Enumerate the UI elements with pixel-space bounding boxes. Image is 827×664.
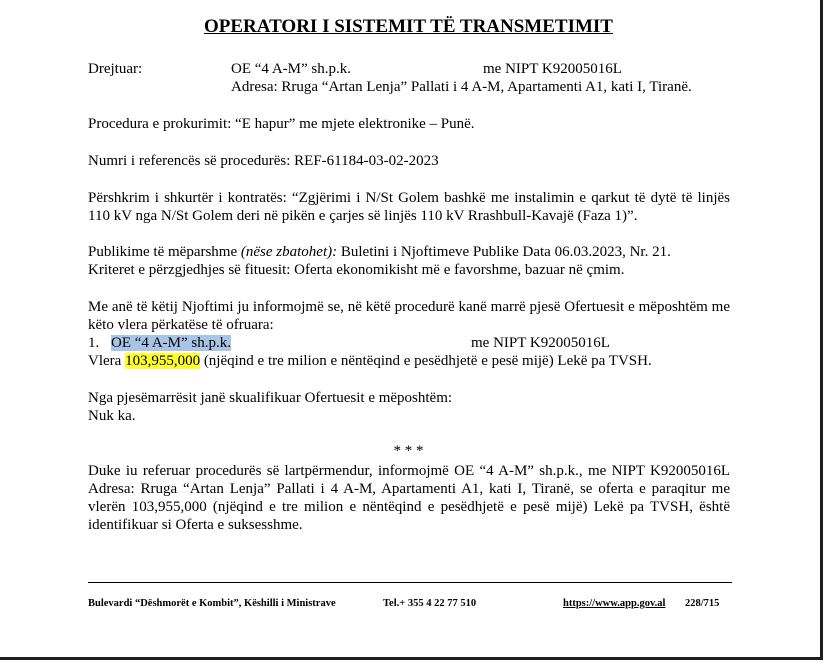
footer-website-link-text[interactable]: https://www.app.gov.al bbox=[563, 598, 666, 609]
bidder-value-prefix: Vlera bbox=[88, 353, 126, 369]
disqualified-value: Nuk ka. bbox=[88, 408, 136, 424]
footer-divider bbox=[88, 582, 732, 583]
disqualified-label: Nga pjesëmarrësit janë skualifikuar Ofertuesit e mëposhtëm: bbox=[88, 390, 453, 406]
bidder-value-line bbox=[88, 352, 652, 370]
publication-rest: Buletini i Njoftimeve Publike Data 06.03.2023, Nr. 21. bbox=[337, 244, 671, 260]
addressee-label: Drejtuar: bbox=[88, 61, 143, 77]
publication-italic: (nëse zbatohet): bbox=[240, 244, 338, 260]
selection-criteria: Kriteret e përzgjedhjes së fituesit: Oferta ekonomikisht më e favorshme, bazuar në çmim. bbox=[88, 262, 625, 278]
addressee-nipt: me NIPT K92005016L bbox=[483, 61, 622, 77]
bidder-number: 1. bbox=[88, 335, 100, 351]
footer-website-link[interactable] bbox=[563, 598, 665, 609]
bidder-value-rest: (njëqind e tre milion e nëntëqind e pesëdhjetë e pesë mijë) Lekë pa TVSH. bbox=[200, 353, 652, 369]
procedure-type: Procedura e prokurimit: “E hapur” me mjete elektronike – Punë. bbox=[88, 116, 475, 132]
bidders-intro: Me anë të këtij Njoftimi ju informojmë se, në këtë procedurë kanë marrë pjesë Ofertuesit e mëposhtëm me këto vlera përkatëse të ofruara: bbox=[88, 299, 730, 333]
publication-line bbox=[88, 243, 671, 261]
section-separator: * * * bbox=[393, 443, 424, 459]
footer-address: Bulevardi “Dëshmorët e Kombit”, Këshilli i Ministrave bbox=[88, 598, 336, 609]
footer-page-number: 228/715 bbox=[685, 598, 720, 609]
publication-prefix: Publikime të mëparshme bbox=[88, 244, 241, 260]
conclusion-paragraph: Duke iu referuar procedurës së lartpërmendur, informojmë OE “4 A-M” sh.p.k., me NIPT K92005016L Adresa: Rruga “Artan Lenja” Pallati i 4 A-M, Apartamenti A1, kati I, Tiranë, se oferta e paraqitur me vlerën 103,955,000 (njëqind e tre milion e nëntëqind e pesëdhjetë e pesë mijë) Lekë pa TVSH, është identifikuar si Oferta e suksesshme. bbox=[88, 463, 730, 533]
addressee-company: OE “4 A-M” sh.p.k. bbox=[231, 61, 351, 77]
reference-number: Numri i referencës së procedurës: REF-61184-03-02-2023 bbox=[88, 153, 439, 169]
bidder-nipt: me NIPT K92005016L bbox=[471, 335, 610, 351]
footer-phone: Tel.+ 355 4 22 77 510 bbox=[383, 598, 477, 609]
page-title: OPERATORI I SISTEMIT TË TRANSMETIMIT bbox=[204, 16, 613, 37]
addressee-address: Adresa: Rruga “Artan Lenja” Pallati i 4 A-M, Apartamenti A1, kati I, Tiranë. bbox=[231, 79, 692, 95]
bidder-value-highlight: 103,955,000 bbox=[125, 353, 201, 369]
bidder-company bbox=[111, 334, 231, 352]
contract-description: Përshkrim i shkurtër i kontratës: “Zgjërimi i N/St Golem bashkë me instalimin e qarkut të dytë të linjës 110 kV nga N/St Golem deri në pikën e çarjes së linjës 110 kV Rrashbull-Kavajë (Faza 1)”. bbox=[88, 190, 730, 224]
bidder-company-highlight: OE “4 A-M” sh.p.k. bbox=[111, 335, 231, 351]
